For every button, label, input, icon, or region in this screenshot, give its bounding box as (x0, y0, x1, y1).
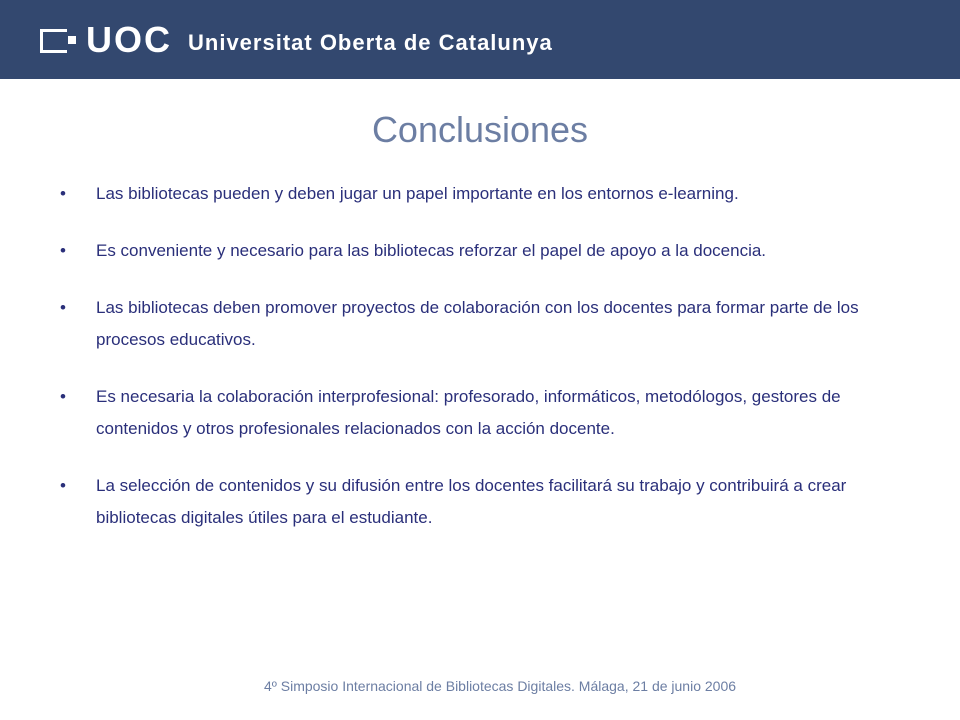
bullet-marker: • (60, 476, 66, 495)
bullet-text: Las bibliotecas deben promover proyectos de colaboración con los docentes para formar parte de los procesos educativos. (96, 298, 859, 349)
bullet-item (60, 292, 920, 356)
bullet-text: Es necesaria la colaboración interprofesional: profesorado, informáticos, metodólogos, gestores de contenidos y otros profesionales relacionados con la acción docente. (96, 387, 841, 438)
uoc-logo-icon (40, 29, 76, 51)
logo-dot-shape (68, 36, 76, 44)
bullet-marker: • (60, 184, 66, 203)
institution-name: Universitat Oberta de Catalunya (188, 30, 553, 55)
bullet-text: Es conveniente y necesario para las bibliotecas reforzar el papel de apoyo a la docencia. (96, 241, 767, 260)
header-bar (0, 0, 960, 79)
slide-title: Conclusiones (371, 109, 589, 150)
logo-bracket-shape (40, 29, 67, 53)
logo-acronym: UOC (86, 19, 172, 60)
bullet-marker: • (60, 241, 66, 260)
bullet-marker: • (60, 387, 66, 406)
uoc-logo (40, 20, 553, 60)
bullet-text: Las bibliotecas pueden y deben jugar un papel importante en los entornos e-learning. (96, 184, 739, 203)
bullet-item (60, 178, 920, 210)
conclusions-list (60, 178, 920, 559)
bullet-text: La selección de contenidos y su difusión entre los docentes facilitará su trabajo y contribuirá a crear bibliotecas digitales útiles para el estudiante. (96, 476, 847, 527)
bullet-item (60, 381, 920, 445)
bullet-item (60, 470, 920, 534)
bullet-item (60, 235, 920, 267)
bullet-marker: • (60, 298, 66, 317)
slide-footer: 4º Simposio Internacional de Bibliotecas Digitales. Málaga, 21 de junio 2006 (263, 678, 737, 694)
